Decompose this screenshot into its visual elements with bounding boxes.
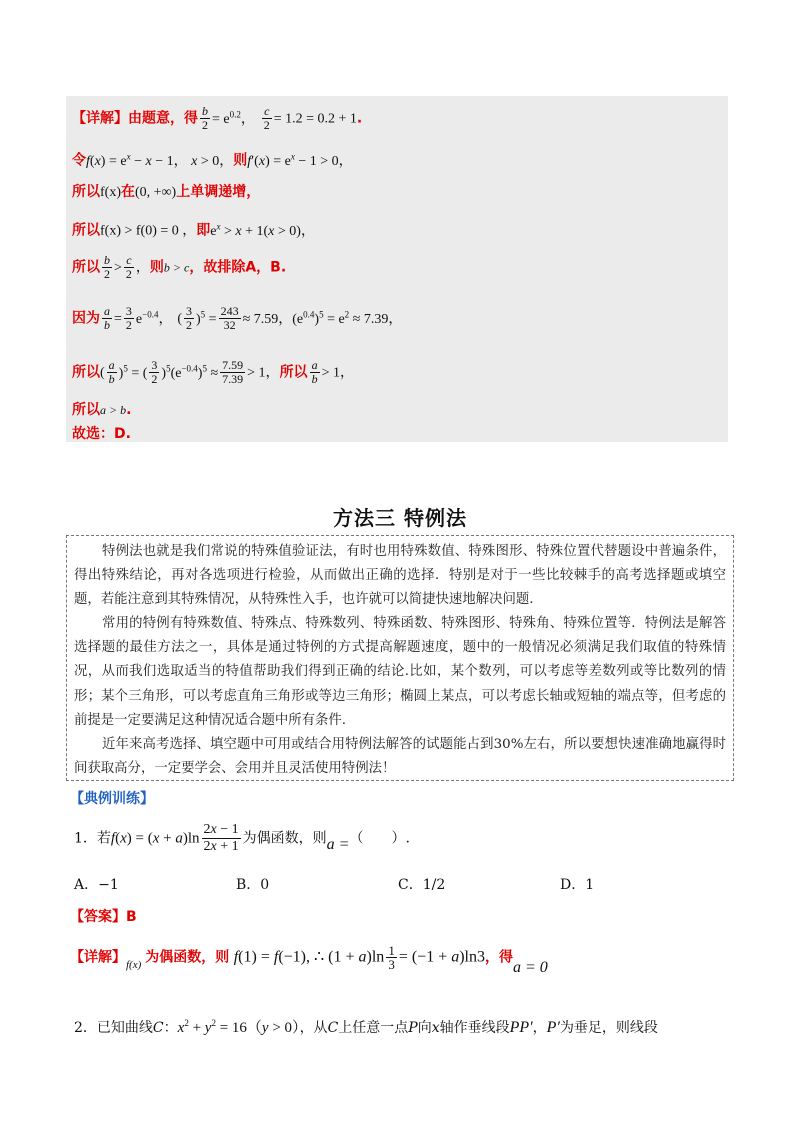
q2-text-5: ，	[532, 1020, 547, 1036]
l3-math-1: f(x)	[100, 185, 121, 200]
solution-line-9: 故选：D.	[72, 426, 131, 442]
l8-text-b: .	[126, 402, 132, 418]
q2-p: P	[408, 1020, 418, 1036]
frac-a-b2: $\frac{a}{b}$	[108, 358, 115, 387]
detail-text-2: ，得	[485, 949, 513, 966]
frac-1-3: $\frac{1}{3}$	[388, 943, 395, 972]
q2-text: ，从	[299, 1020, 328, 1036]
q2-text-3: 向	[417, 1020, 432, 1036]
l4-math-1: f(x) > f(0) = 0 ，	[100, 223, 197, 239]
frac-c-2: $\frac{c}{2}$	[263, 104, 270, 133]
q2-text-4: 轴作垂线段	[439, 1020, 510, 1036]
l3-text-b: 在	[121, 184, 135, 200]
question-2	[74, 1016, 658, 1037]
l3-math-2: (0, +∞)	[135, 185, 177, 200]
q2-math: $x^2 + y^2 = 16(y > 0)$	[177, 1018, 300, 1036]
frac-a-b3: $\frac{a}{b}$	[311, 358, 318, 387]
q2-text-6: 为垂足，则线段	[559, 1020, 658, 1036]
l2-math-1: $f(x) = e^x - x - 1$， x > 0，	[86, 151, 234, 169]
l4-text-a: 所以	[72, 222, 100, 239]
option-c[interactable]: C．1/2	[398, 877, 446, 893]
frac-3-2c: $\frac{3}{2}$	[151, 358, 158, 387]
q2-x: x	[431, 1020, 440, 1036]
frac-b-2: $\frac{b}{2}$	[202, 104, 208, 133]
l2-text-a: 令	[72, 152, 86, 169]
q2-c-2: C	[327, 1020, 339, 1036]
solution-line-4	[72, 216, 315, 242]
method-paragraph-2: 常用的特例有特殊数值、特殊点、特殊数列、特殊函数、特殊图形、特殊角、特殊位置等．特例法是解答选择题的最佳方法之一，具体是通过特例的方式提高解题速度，题中的一般情况必须满足我们取值的特殊情况，从而我们选取适当的特值帮助我们得到正确的结论.比如，某个数列，可以考虑等差数列或等比数列的情形；某个三角形，可以考虑直角三角形或等边三角形；椭圆上某点，可以考虑长轴或短轴的端点等，但考虑的前提是一定要满足这种情况适合题中所有条件.	[74, 616, 726, 728]
detail-line: 【详解】$_{f(x)}$ 为偶函数，则 f(1) = f(−1), ∴ (1 + a)ln $\frac{1}{3}$ = (−1 + a)ln3，得a = 0	[70, 943, 548, 976]
option-a[interactable]: A．−1	[74, 877, 119, 893]
l4-math-2: $e^x > x + 1(x > 0)$，	[210, 221, 315, 239]
solution-line-6: 因为 $\frac{a}{b}$ = $\frac{3}{2}$ $e^{-0.4}$， ( $\frac{3}{2}$ )$^5$ = $\frac{243}{32}$ ≈ 7.59，$(e^{0.4})^5 = e^2 \approx 7.39$，	[72, 304, 403, 333]
solution-label: 【详解】由题意，得	[72, 110, 198, 127]
frac-3-2b: $\frac{3}{2}$	[186, 304, 192, 333]
frac-243-32: $\frac{243}{32}$	[220, 304, 239, 333]
l7-text-b: 所以	[279, 364, 308, 381]
l3-text-a: 所以	[72, 184, 100, 200]
frac-759-739: $\frac{7.59}{7.39}$	[222, 358, 244, 387]
q2-p2: P′	[546, 1019, 560, 1036]
q1-suffix: 为偶函数，则	[242, 830, 327, 847]
l5-text-c: ，故排除A，B.	[189, 259, 287, 276]
q1-blank: （ ）.	[349, 830, 410, 847]
l5-text-b: 则	[149, 259, 164, 276]
detail-math-2: f(1) = f(−1), ∴ (1 + a)ln	[233, 948, 385, 966]
q1-var: a =	[326, 835, 350, 853]
q2-text-2: 上任意一点	[338, 1020, 409, 1036]
l4-text-b: 即	[196, 222, 211, 239]
l7-text-a: 所以	[72, 364, 100, 381]
solution-line-7: 所以( $\frac{a}{b}$ )$^5$ = ( $\frac{3}{2}$ )$^5(e^{-0.4})^5$ ≈ $\frac{7.59}{7.39}$ > 1，所以 $\frac{a}{b}$ > 1，	[72, 358, 354, 387]
l8-text-a: 所以	[72, 402, 100, 418]
frac-c-2b: $\frac{c}{2}$	[125, 253, 132, 281]
l2-text-b: 则	[233, 152, 248, 169]
frac-3-2: $\frac{3}{2}$	[125, 304, 132, 333]
frac-q1: $\frac{2x - 1}{2x + 1}$	[203, 822, 239, 854]
l8-math: a > b	[100, 403, 127, 417]
question-1	[74, 822, 410, 855]
solution-line-1: 【详解】由题意，得 $\frac{b}{2}$ = $e^{0.2}$， $\frac{c}{2}$ = 1.2 = 0.2 + 1.	[72, 104, 363, 133]
answer-label: 【答案】B	[70, 909, 137, 925]
q1-prefix: 1．若	[74, 830, 111, 847]
l6-text-a: 因为	[72, 310, 100, 327]
solution-line-2	[72, 146, 353, 172]
q2-c: C	[152, 1020, 164, 1036]
method-title: 方法三 特例法	[333, 506, 467, 530]
q2-prefix: 2．已知曲线	[74, 1020, 153, 1036]
solution-line-3	[72, 182, 260, 203]
detail-label: 【详解】	[70, 949, 126, 966]
detail-math-3: a = 0	[513, 958, 548, 976]
l2-math-2: $f'(x) = e^x - 1 > 0$，	[247, 151, 353, 169]
detail-text: 为偶函数，则	[145, 949, 230, 966]
method-paragraph-3: 近年来高考选择、填空题中可用或结合用特例法解答的试题能占到30%左右，所以要想快速准确地赢得时间获取高分，一定要学会、会用并且灵活使用特例法！	[74, 737, 726, 777]
option-b[interactable]: B．0	[236, 877, 270, 893]
solution-line-8	[72, 400, 131, 420]
frac-a-b: $\frac{a}{b}$	[104, 304, 110, 333]
q1-math: f(x) = (x + a)ln	[110, 830, 200, 847]
method-paragraph-1: 特例法也就是我们常说的特殊值验证法，有时也用特殊数值、特殊图形、特殊位置代替题设中普遍条件，得出特殊结论，再对各选项进行检验，从而做出正确的选择．特别是对于一些比较棘手的高考选择题或填空题，若能注意到其特殊情况，从特殊性入手，也许就可以简捷快速地解决问题.	[74, 544, 726, 608]
l3-text-c: 上单调递增，	[176, 184, 261, 200]
detail-math-1: f(x)	[126, 958, 142, 971]
q2-pp: PP′	[509, 1019, 533, 1036]
l5-math-2: b > c	[163, 260, 190, 275]
l5-text-a: 所以	[72, 259, 100, 276]
option-d[interactable]: D．1	[560, 877, 595, 893]
examples-tag: 【典例训练】	[70, 791, 154, 807]
q2-colon: ：	[163, 1020, 178, 1036]
frac-b-2b: $\frac{b}{2}$	[104, 253, 110, 281]
solution-line-5: 所以 $\frac{b}{2}$ > $\frac{c}{2}$ ，则b > c，故排除A，B.	[72, 253, 287, 281]
